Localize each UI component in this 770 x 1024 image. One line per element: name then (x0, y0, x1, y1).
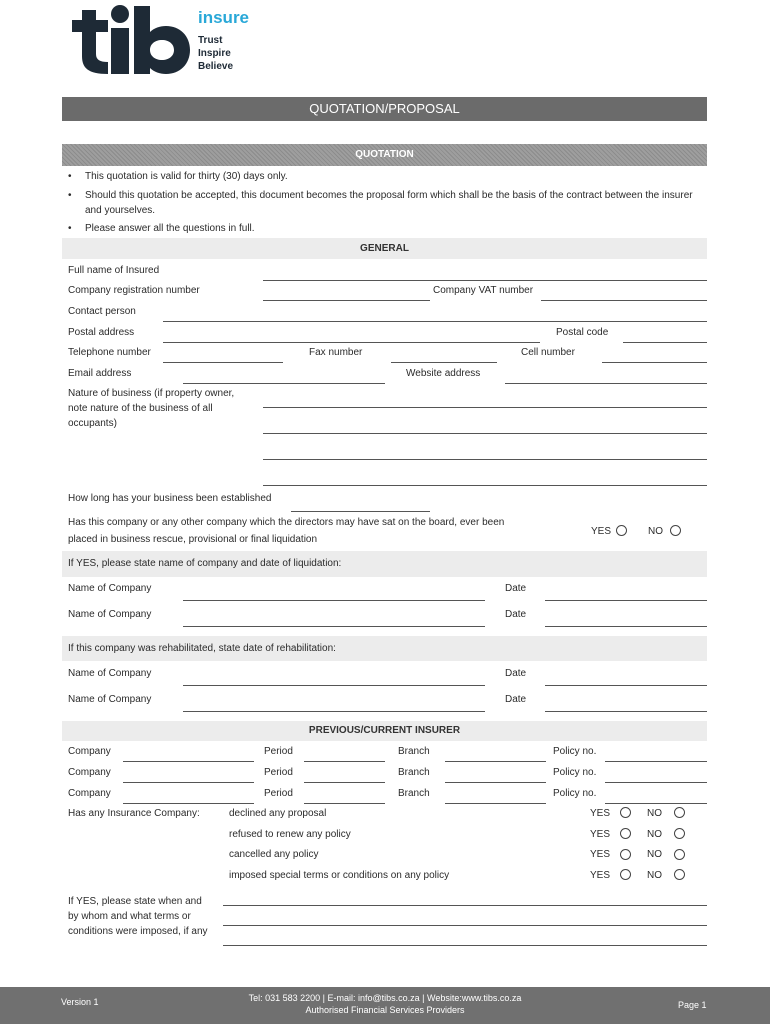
nature-field-line-3[interactable] (263, 459, 707, 460)
label-cell: Cell number (521, 347, 575, 358)
label-insurer-company: Company (68, 788, 111, 799)
label-full-name: Full name of Insured (68, 265, 160, 276)
label-no: NO (647, 870, 662, 881)
postal-address-field[interactable] (163, 342, 540, 343)
footer-version: Version 1 (61, 997, 99, 1007)
label-branch: Branch (398, 788, 430, 799)
label-branch: Branch (398, 746, 430, 757)
label-policy: Policy no. (553, 788, 597, 799)
label-if-yes-3: conditions were imposed, if any (68, 926, 208, 937)
telephone-field[interactable] (163, 362, 283, 363)
page-footer (0, 987, 770, 1024)
page-title: QUOTATION/PROPOSAL (62, 97, 707, 121)
section-general-header: GENERAL (62, 238, 707, 259)
footer-fsp: Authorised Financial Services Providers (305, 1005, 465, 1015)
bullet-text: Should this quotation be accepted, this document becomes the proposal form which shall be the basis of the contract between the insurer and yourselves. (85, 190, 693, 216)
label-policy: Policy no. (553, 746, 597, 757)
rehab-company-2-field[interactable] (183, 711, 485, 712)
label-nature-2: note nature of the business of all (68, 403, 213, 414)
label-no: NO (647, 808, 662, 819)
liquidation-heading-text: If YES, please state name of company and date of liquidation: (68, 558, 342, 569)
bullet-icon: • (68, 190, 72, 201)
label-yes: YES (590, 870, 611, 881)
insurer-company-2-field[interactable] (123, 782, 254, 783)
refused-yes-radio[interactable] (620, 828, 631, 839)
label-nature-1: Nature of business (if property owner, (68, 388, 235, 399)
details-field-line-2[interactable] (223, 925, 707, 926)
cell-field[interactable] (602, 362, 707, 363)
company-logo (64, 2, 274, 78)
tagline-believe: Believe (198, 61, 234, 72)
label-period: Period (264, 767, 293, 778)
question-declined: declined any proposal (229, 808, 327, 819)
label-if-yes-2: by whom and what terms or (68, 911, 191, 922)
website-field[interactable] (505, 383, 707, 384)
label-website: Website address (406, 368, 481, 379)
label-yes: YES (591, 526, 612, 537)
footer-page-number: Page 1 (678, 1000, 707, 1010)
insurer-branch-1-field[interactable] (445, 761, 546, 762)
label-how-long: How long has your business been established (68, 493, 272, 504)
insurer-period-1-field[interactable] (304, 761, 385, 762)
label-policy: Policy no. (553, 767, 597, 778)
company-vat-field[interactable] (541, 300, 707, 301)
rehab-date-1-field[interactable] (545, 685, 707, 686)
label-email: Email address (68, 368, 132, 379)
contact-person-field[interactable] (163, 321, 707, 322)
label-contact-person: Contact person (68, 306, 136, 317)
rehab-company-1-field[interactable] (183, 685, 485, 686)
liquidation-date-1-field[interactable] (545, 600, 707, 601)
rehab-heading-text: If this company was rehabilitated, state date of rehabilitation: (68, 643, 336, 654)
label-nature-3: occupants) (68, 418, 117, 429)
label-rescue-q1: Has this company or any other company which the directors may have sat on the board, ever been (68, 517, 505, 528)
label-postal-address: Postal address (68, 327, 135, 338)
label-name-of-company: Name of Company (68, 668, 152, 679)
declined-yes-radio[interactable] (620, 807, 631, 818)
label-insurer-company: Company (68, 767, 111, 778)
label-period: Period (264, 746, 293, 757)
question-refused: refused to renew any policy (229, 829, 351, 840)
label-insurer-company: Company (68, 746, 111, 757)
imposed-yes-radio[interactable] (620, 869, 631, 880)
label-yes: YES (590, 808, 611, 819)
nature-field-line-4[interactable] (263, 485, 707, 486)
label-yes: YES (590, 829, 611, 840)
insurer-period-2-field[interactable] (304, 782, 385, 783)
insurer-branch-3-field[interactable] (445, 803, 546, 804)
label-company-vat: Company VAT number (433, 285, 534, 296)
section-insurer-header: PREVIOUS/CURRENT INSURER (62, 721, 707, 741)
full-name-field[interactable] (263, 280, 707, 281)
brand-insure: insure (198, 8, 250, 27)
how-long-field[interactable] (291, 511, 430, 512)
label-date: Date (505, 583, 527, 594)
label-rescue-q2: placed in business rescue, provisional or final liquidation (68, 534, 318, 545)
label-company-reg: Company registration number (68, 285, 200, 296)
section-quotation-header: QUOTATION (62, 144, 707, 166)
label-postal-code: Postal code (556, 327, 609, 338)
label-date: Date (505, 668, 527, 679)
insurer-policy-1-field[interactable] (605, 761, 707, 762)
label-period: Period (264, 788, 293, 799)
refused-no-radio[interactable] (674, 828, 685, 839)
insurer-policy-3-field[interactable] (605, 803, 707, 804)
tib-logo-mark (64, 2, 194, 76)
nature-field-line-1[interactable] (263, 407, 707, 408)
details-field-line-1[interactable] (223, 905, 707, 906)
label-no: NO (647, 829, 662, 840)
nature-field-line-2[interactable] (263, 433, 707, 434)
imposed-no-radio[interactable] (674, 869, 685, 880)
label-fax: Fax number (309, 347, 363, 358)
rescue-no-radio[interactable] (670, 525, 681, 536)
label-has-any: Has any Insurance Company: (68, 808, 200, 819)
question-cancelled: cancelled any policy (229, 849, 319, 860)
question-imposed: imposed special terms or conditions on any policy (229, 870, 450, 881)
label-date: Date (505, 609, 527, 620)
label-branch: Branch (398, 767, 430, 778)
insurer-company-3-field[interactable] (123, 803, 254, 804)
label-if-yes-1: If YES, please state when and (68, 896, 202, 907)
label-date: Date (505, 694, 527, 705)
label-name-of-company: Name of Company (68, 583, 152, 594)
cancelled-yes-radio[interactable] (620, 849, 631, 860)
liquidation-date-2-field[interactable] (545, 626, 707, 627)
label-name-of-company: Name of Company (68, 609, 152, 620)
label-name-of-company: Name of Company (68, 694, 152, 705)
tagline-trust: Trust (198, 35, 223, 46)
rescue-yes-radio[interactable] (616, 525, 627, 536)
liquidation-company-2-field[interactable] (183, 626, 485, 627)
cancelled-no-radio[interactable] (674, 849, 685, 860)
label-telephone: Telephone number (68, 347, 151, 358)
insurer-policy-2-field[interactable] (605, 782, 707, 783)
insurer-period-3-field[interactable] (304, 803, 385, 804)
liquidation-company-1-field[interactable] (183, 600, 485, 601)
label-yes: YES (590, 849, 611, 860)
email-field[interactable] (183, 383, 385, 384)
bullet-text: Please answer all the questions in full. (85, 223, 255, 234)
label-no: NO (648, 526, 663, 537)
footer-contact: Tel: 031 583 2200 | E-mail: info@tibs.co.za | Website:www.tibs.co.za (248, 993, 522, 1003)
bullet-icon: • (68, 223, 72, 234)
declined-no-radio[interactable] (674, 807, 685, 818)
postal-code-field[interactable] (623, 342, 707, 343)
fax-field[interactable] (391, 362, 497, 363)
tagline-inspire: Inspire (198, 48, 231, 59)
insurer-branch-2-field[interactable] (445, 782, 546, 783)
details-field-line-3[interactable] (223, 945, 707, 946)
company-reg-field[interactable] (263, 300, 430, 301)
insurer-company-1-field[interactable] (123, 761, 254, 762)
label-no: NO (647, 849, 662, 860)
bullet-text: This quotation is valid for thirty (30) days only. (85, 171, 288, 182)
rehab-date-2-field[interactable] (545, 711, 707, 712)
bullet-icon: • (68, 171, 72, 182)
